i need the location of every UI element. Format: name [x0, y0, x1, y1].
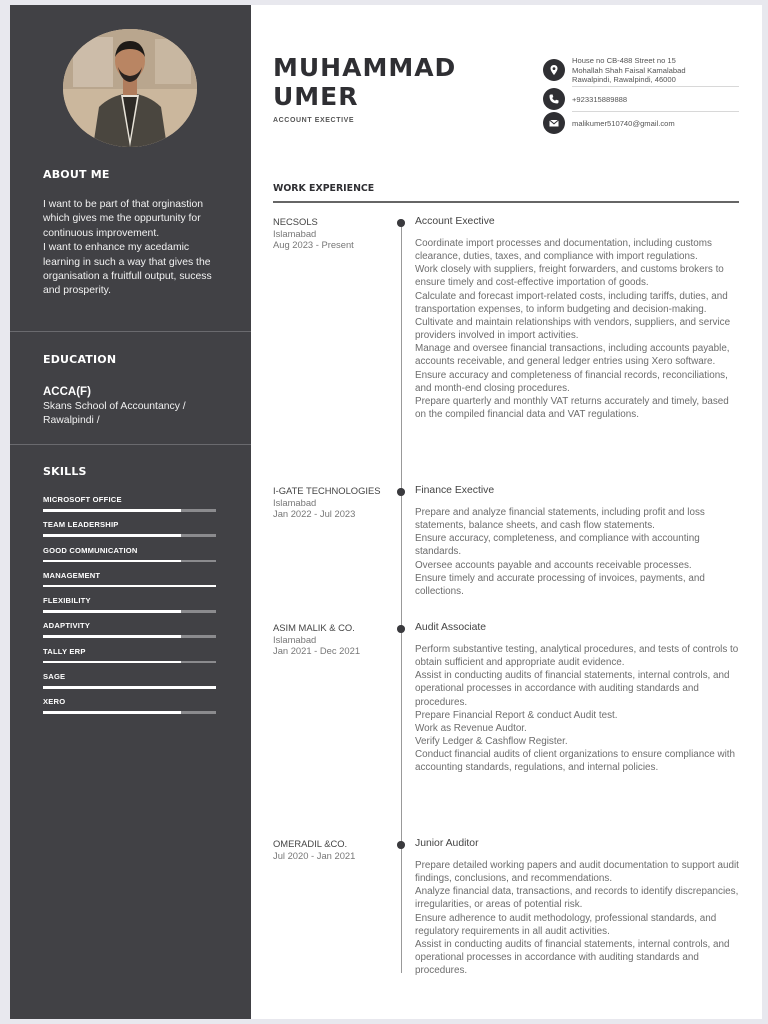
job-meta — [273, 622, 393, 657]
job-role: Audit Associate — [415, 622, 487, 633]
skill-name: ADAPTIVITY — [43, 621, 91, 631]
education-heading: EDUCATION — [43, 353, 117, 366]
skill-name: FLEXIBILITY — [43, 596, 91, 606]
job-description-line: Ensure accuracy and completeness of financial records, reconciliations, and month-end closing procedures. — [415, 369, 728, 394]
skill-level-bar — [43, 661, 216, 664]
profile-photo — [63, 29, 197, 147]
skill-item — [43, 596, 216, 621]
section-divider — [273, 201, 739, 203]
job-meta — [273, 216, 393, 251]
job-description-line: Ensure timely and accurate processing of invoices, payments, and collections. — [415, 572, 705, 597]
skill-name: TEAM LEADERSHIP — [43, 520, 119, 530]
skill-level-bar — [43, 610, 216, 613]
skill-name: SAGE — [43, 672, 66, 682]
education-degree: ACCA(F) — [43, 386, 91, 398]
about-paragraph: I want to be part of that orginastion which gives me the oppurtunity for continuous improvement. — [43, 199, 203, 239]
skill-level-fill — [43, 635, 181, 638]
timeline-dot — [397, 219, 405, 227]
skill-item — [43, 647, 216, 672]
job-meta — [273, 485, 393, 520]
job-description-line: Cultivate and maintain relationships with vendors, suppliers, and service providers involved in import activities. — [415, 316, 731, 342]
phone-icon — [543, 88, 565, 110]
skill-item — [43, 520, 216, 545]
job-company: ASIM MALIK & CO. — [273, 622, 355, 633]
timeline-dot — [397, 625, 405, 633]
timeline-line — [401, 221, 402, 973]
job-description-line: Work as Revenue Audtor. — [415, 722, 527, 734]
job-role: Finance Exective — [415, 485, 495, 496]
job-description-line: Calculate and forecast import-related costs, including tariffs, duties, and transportation expenses, to inform budgeting and decision-making. — [415, 290, 728, 315]
job-description-line: Analyze financial data, transactions, and records to identify discrepancies, irregularities, or areas of potential risk. — [415, 886, 739, 911]
job-description-line: Oversee accounts payable and accounts receivable processes. — [415, 559, 692, 571]
contact-divider — [572, 111, 739, 112]
skill-level-bar — [43, 711, 216, 714]
contact-divider — [572, 86, 739, 87]
location-pin-icon — [543, 59, 565, 81]
job-description-line: Coordinate import processes and documentation, including customs clearance, duties, taxes, and compliance with import regulations. — [415, 238, 712, 263]
skill-level-bar — [43, 534, 216, 537]
job-location: Islamabad — [273, 496, 317, 508]
job-description-line: Prepare quarterly and monthly VAT returns accurately and timely, based on the compiled financial data and VAT regulations. — [415, 395, 729, 421]
job-description — [415, 237, 741, 421]
address-line: Rawalpindi, Rawalpindi, 46000 — [572, 75, 676, 84]
job-title: ACCOUNT EXECTIVE — [273, 117, 355, 124]
job-dates: Jan 2022 - Jul 2023 — [273, 508, 356, 519]
skill-item — [43, 672, 216, 697]
skill-level-bar — [43, 509, 216, 512]
skill-level-bar — [43, 560, 216, 563]
job-meta — [273, 838, 393, 861]
skill-level-fill — [43, 610, 181, 613]
address-text — [572, 56, 686, 85]
last-name: UMER — [273, 82, 359, 111]
job-description — [415, 643, 741, 775]
job-description — [415, 859, 741, 977]
sidebar-divider — [10, 444, 251, 445]
skills-list — [43, 495, 216, 723]
job-location: Islamabad — [273, 227, 317, 239]
job-description-line: Prepare Financial Report & conduct Audit test. — [415, 709, 618, 721]
email-icon — [543, 112, 565, 134]
phone-text[interactable]: +923315889888 — [572, 95, 628, 104]
sidebar — [10, 5, 251, 1019]
job-description-line: Ensure accuracy, completeness, and compliance with accounting standards. — [415, 533, 700, 558]
skill-level-fill — [43, 711, 181, 714]
skill-level-bar — [43, 635, 216, 638]
job-description-line: Verify Ledger & Cashflow Register. — [415, 736, 568, 748]
job-description-line: Prepare and analyze financial statements, including profit and loss statements, balance sheets, and cash flow statements. — [415, 507, 705, 532]
skill-item — [43, 571, 216, 596]
skill-item — [43, 697, 216, 722]
skill-level-fill — [43, 509, 181, 512]
job-description-line: Ensure adherence to audit methodology, professional standards, and regulatory requirements in all audit activities. — [415, 912, 717, 937]
work-experience-heading: WORK EXPERIENCE — [273, 183, 375, 194]
job-role: Account Exective — [415, 216, 495, 227]
job-description-line: Assist in conducting audits of financial statements, internal controls, and operational processes in accordance with auditing standards and procedures. — [415, 938, 730, 977]
skill-name: GOOD COMMUNICATION — [43, 545, 138, 555]
education-school: Skans School of Accountancy / Rawalpindi / — [43, 401, 186, 426]
job-description — [415, 506, 741, 598]
job-description-line: Perform substantive testing, analytical procedures, and tests of controls to obtain sufficient and appropriate audit evidence. — [415, 644, 739, 669]
email-text[interactable]: malikumer510740@gmail.com — [572, 119, 675, 128]
address-line: House no CB-488 Street no 15 — [572, 56, 676, 65]
job-description-line: Prepare detailed working papers and audit documentation to support audit findings, conclusions, and recommendations. — [415, 860, 739, 885]
resume-page — [10, 5, 762, 1019]
skill-level-fill — [43, 686, 216, 689]
job-dates: Aug 2023 - Present — [273, 239, 354, 250]
about-heading: ABOUT ME — [43, 168, 110, 181]
job-company: OMERADIL &CO. — [273, 838, 348, 849]
full-name — [273, 53, 456, 111]
job-dates: Jul 2020 - Jan 2021 — [273, 849, 356, 861]
first-name: MUHAMMAD — [273, 53, 457, 82]
address-line: Mohallah Shah Faisal Kamalabad — [572, 65, 686, 75]
job-description-line: Work closely with suppliers, freight forwarders, and customs brokers to ensure timely and cost-effective importation of goods. — [415, 264, 724, 289]
job-location: Islamabad — [273, 633, 317, 645]
skill-level-fill — [43, 560, 181, 563]
job-description-line: Manage and oversee financial transactions, including accounts payable, accounts receivable, and general ledger entries using Xero software. — [415, 343, 730, 368]
job-dates: Jan 2021 - Dec 2021 — [273, 645, 361, 656]
about-paragraph: I want to enhance my acedamic learning in such a way that gives the organisation a fruitfull output, sucess and prosperity. — [43, 242, 212, 297]
skill-item — [43, 546, 216, 571]
skill-item — [43, 621, 216, 646]
skill-name: MANAGEMENT — [43, 570, 101, 580]
skill-name: XERO — [43, 697, 66, 707]
skill-name: TALLY ERP — [43, 646, 86, 656]
skills-heading: SKILLS — [43, 465, 87, 478]
job-company: NECSOLS — [273, 216, 318, 227]
timeline-dot — [397, 488, 405, 496]
skill-level-fill — [43, 585, 216, 588]
timeline-dot — [397, 841, 405, 849]
job-role: Junior Auditor — [415, 838, 479, 849]
sidebar-divider — [10, 331, 251, 332]
job-description-line: Assist in conducting audits of financial statements, internal controls, and operational processes in accordance with auditing standards and procedures. — [415, 670, 730, 708]
skill-level-fill — [43, 661, 181, 664]
skill-name: MICROSOFT OFFICE — [43, 495, 122, 504]
skill-level-bar — [43, 686, 216, 689]
skill-level-fill — [43, 534, 181, 537]
skill-level-bar — [43, 585, 216, 588]
job-company: I-GATE TECHNOLOGIES — [273, 485, 381, 496]
about-text — [43, 198, 223, 299]
job-description-line: Conduct financial audits of client organizations to ensure compliance with accounting standards, regulations, and internal policies. — [415, 749, 736, 774]
skill-item — [43, 495, 216, 520]
